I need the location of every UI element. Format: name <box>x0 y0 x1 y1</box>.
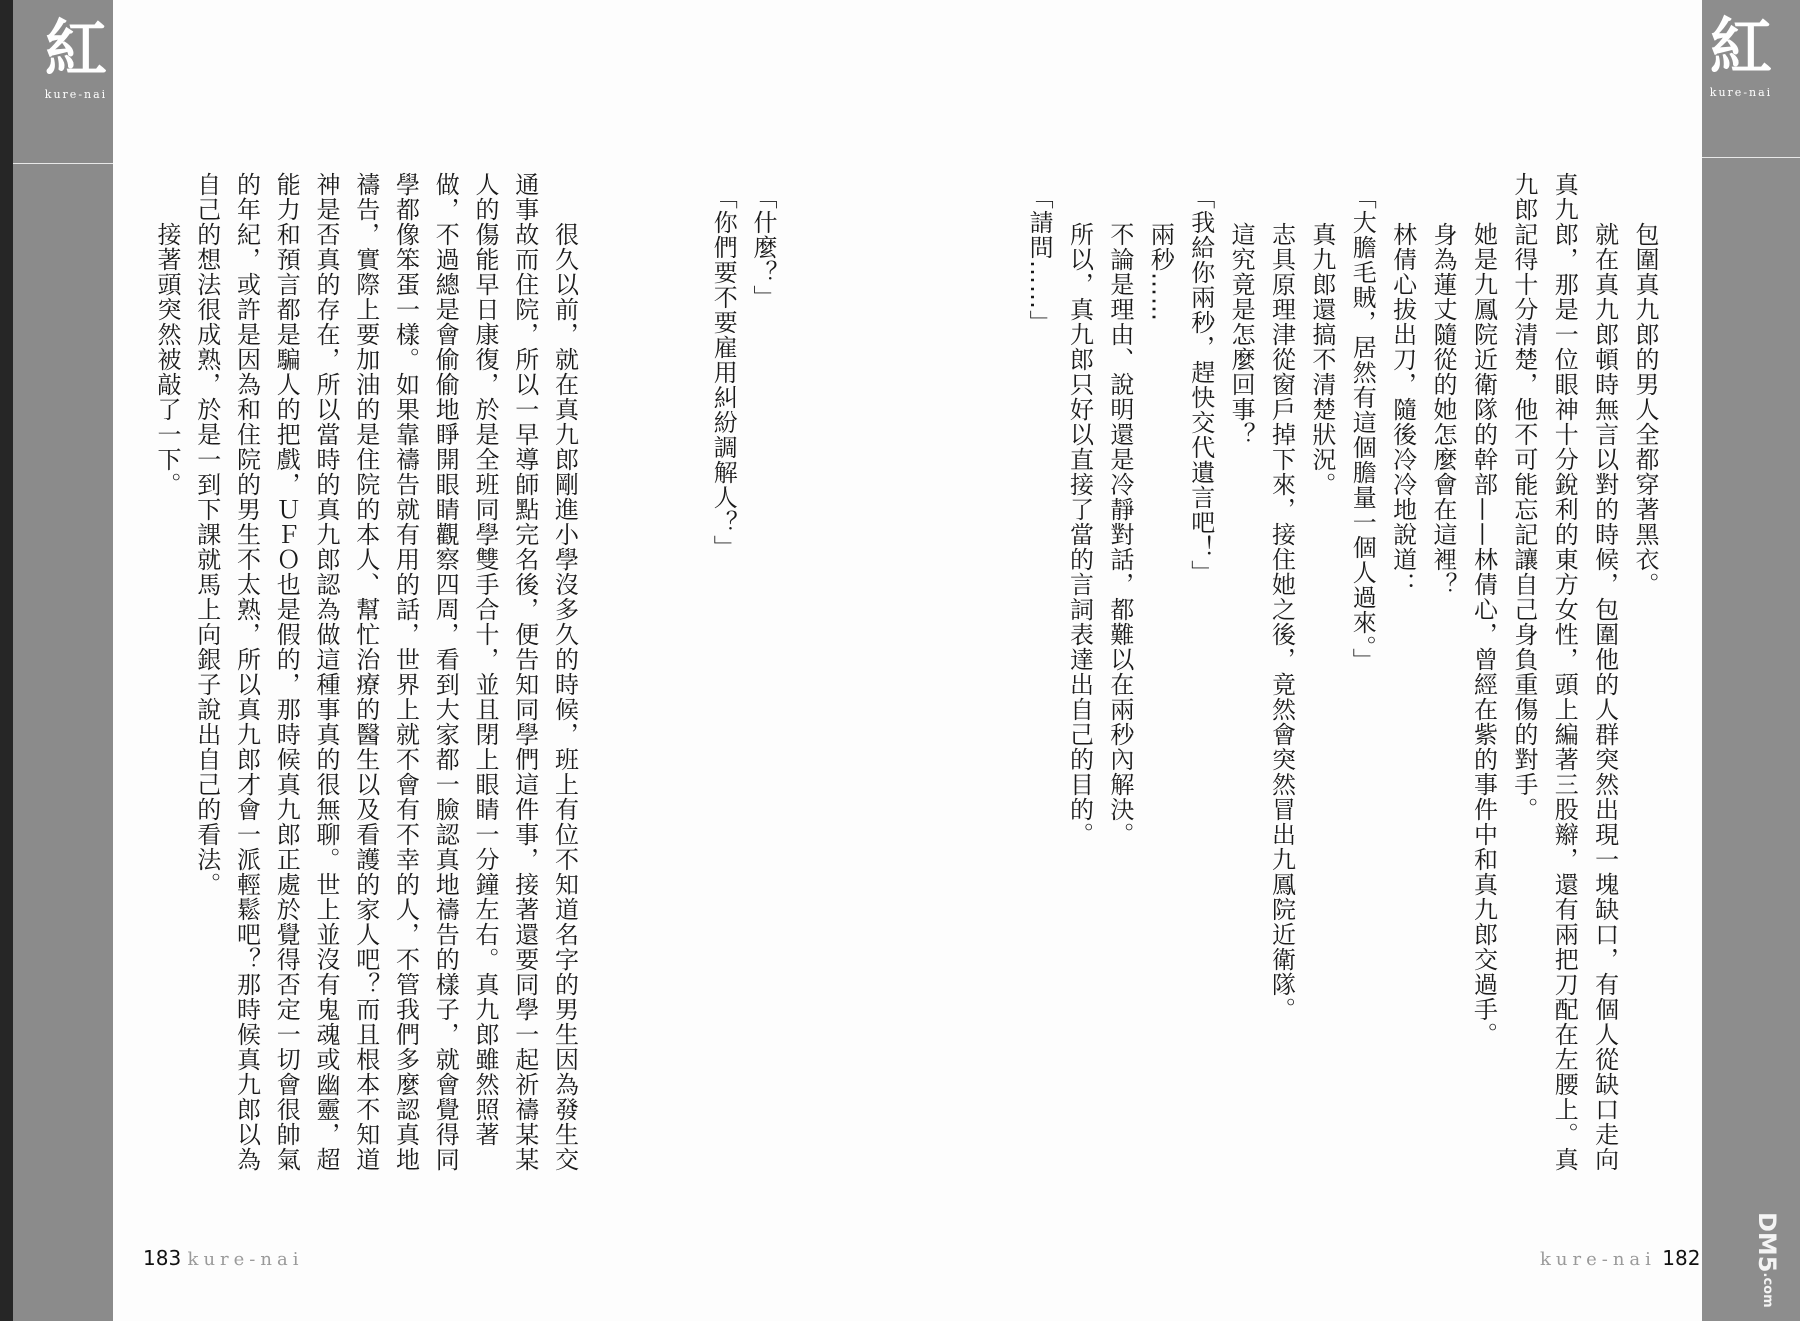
page-number: 182 <box>1662 1246 1701 1270</box>
logo-roman: kure-nai <box>44 88 108 101</box>
text-column: 很久以前，就在真九郎剛進小學沒多久的時候，班上有位不知道名字的男生因為發生交 <box>550 172 579 1172</box>
text-column: 「我給你兩秒，趕快交代遺言吧！」 <box>1186 172 1215 585</box>
running-title: kure-nai <box>1540 1249 1656 1270</box>
text-column: 就在真九郎頓時無言以對的時候，包圍他的人群突然出現一塊缺口，有個人從缺口走向 <box>1590 172 1619 1172</box>
text-column: 所以，真九郎只好以直接了當的言詞表達出自己的目的。 <box>1065 172 1094 847</box>
logo-kanji: 紅 <box>44 12 107 85</box>
left-margin-band <box>0 0 113 1321</box>
text-column: 「什麼？」 <box>749 172 777 310</box>
series-logo-right <box>1703 10 1779 100</box>
book-spine-edge <box>0 0 13 1321</box>
text-column: 包圍真九郎的男人全都穿著黑衣。 <box>1631 172 1659 597</box>
text-column: 不論是理由、說明還是冷靜對話，都難以在兩秒內解決。 <box>1105 172 1134 847</box>
logo-kanji: 紅 <box>1709 10 1772 83</box>
text-column: 九郎記得十分清楚，他不可能忘記讓自己身負重傷的對手。 <box>1509 172 1538 822</box>
text-column: 神是否真的存在，所以當時的真九郎認為做這種事真的很無聊。世上並沒有鬼魂或幽靈，超 <box>312 172 340 1172</box>
text-column: 人的傷能早日康復，於是全班同學雙手合十，並且閉上眼睛一分鐘左右。真九郎雖然照著 <box>471 172 499 1147</box>
watermark <box>1752 1212 1782 1308</box>
page-number: 183 <box>143 1246 182 1270</box>
watermark-brand: DM5 <box>1753 1212 1781 1273</box>
narrative-block <box>147 172 584 1212</box>
band-divider-line <box>13 163 113 164</box>
right-page-footer <box>1540 1246 1700 1272</box>
dialogue-block <box>704 172 784 1212</box>
text-column: 這究竟是怎麼回事？ <box>1227 172 1256 447</box>
right-margin-band <box>1702 0 1800 1321</box>
right-page-text <box>1019 172 1665 1212</box>
scene-break <box>585 172 704 1212</box>
text-column: 自己的想法很成熟，於是一到下課就馬上向銀子說出自己的看法。 <box>192 172 221 897</box>
text-column: 的年紀，或許是因為和住院的男生不太熟，所以真九郎才會一派輕鬆吧？那時候真九郎以為 <box>232 172 261 1172</box>
text-column: 林倩心拔出刀，隨後冷冷地說道： <box>1388 172 1417 597</box>
text-column: 學都像笨蛋一樣。如果靠禱告就有用的話，世界上就不會有不幸的人，不管我們多麼認真地 <box>391 172 420 1172</box>
text-column: 她是九鳳院近衛隊的幹部——林倩心，曾經在紫的事件中和真九郎交過手。 <box>1469 172 1498 1047</box>
left-page-text <box>147 172 783 1212</box>
text-column: 真九郎還搞不清楚狀況。 <box>1307 172 1336 497</box>
text-column: 通事故而住院，所以一早導師點完名後，便告知同學們這件事，接著還要同學一起祈禱某某 <box>510 172 539 1172</box>
text-column: 禱告，實際上要加油的是住院的本人、幫忙治療的醫生以及看護的家人吧？而且根本不知道 <box>351 172 380 1172</box>
left-page-footer <box>143 1246 303 1272</box>
text-column: 「請問……」 <box>1025 172 1054 335</box>
text-column: 接著頭突然被敲了一下。 <box>153 172 181 497</box>
band-divider-line <box>1702 157 1800 158</box>
watermark-suffix: .com <box>1760 1272 1775 1308</box>
text-column: 「大膽毛賊，居然有這個膽量一個人過來。」 <box>1348 172 1377 673</box>
text-column: 兩秒…… <box>1146 172 1175 322</box>
text-column: 做，不過總是會偷偷地睜開眼睛觀察四周，看到大家都一臉認真地禱告的樣子，就會覺得同 <box>431 172 460 1172</box>
text-column: 真九郎，那是一位眼神十分銳利的東方女性，頭上編著三股辮，還有兩把刀配在左腰上。真 <box>1550 172 1579 1172</box>
series-logo-left <box>38 12 114 102</box>
running-title: kure-nai <box>187 1249 304 1270</box>
text-column: 能力和預言都是騙人的把戲，ＵＦＯ也是假的，那時候真九郎正處於覺得否定一切會很帥氣 <box>272 172 301 1172</box>
text-column: 「你們要不要雇用糾紛調解人？」 <box>709 172 738 560</box>
text-column: 志具原理津從窗戶掉下來，接住她之後，竟然會突然冒出九鳳院近衛隊。 <box>1267 172 1296 1022</box>
logo-roman: kure-nai <box>1709 86 1773 99</box>
text-column: 身為蓮丈隨從的她怎麼會在這裡？ <box>1429 172 1458 597</box>
